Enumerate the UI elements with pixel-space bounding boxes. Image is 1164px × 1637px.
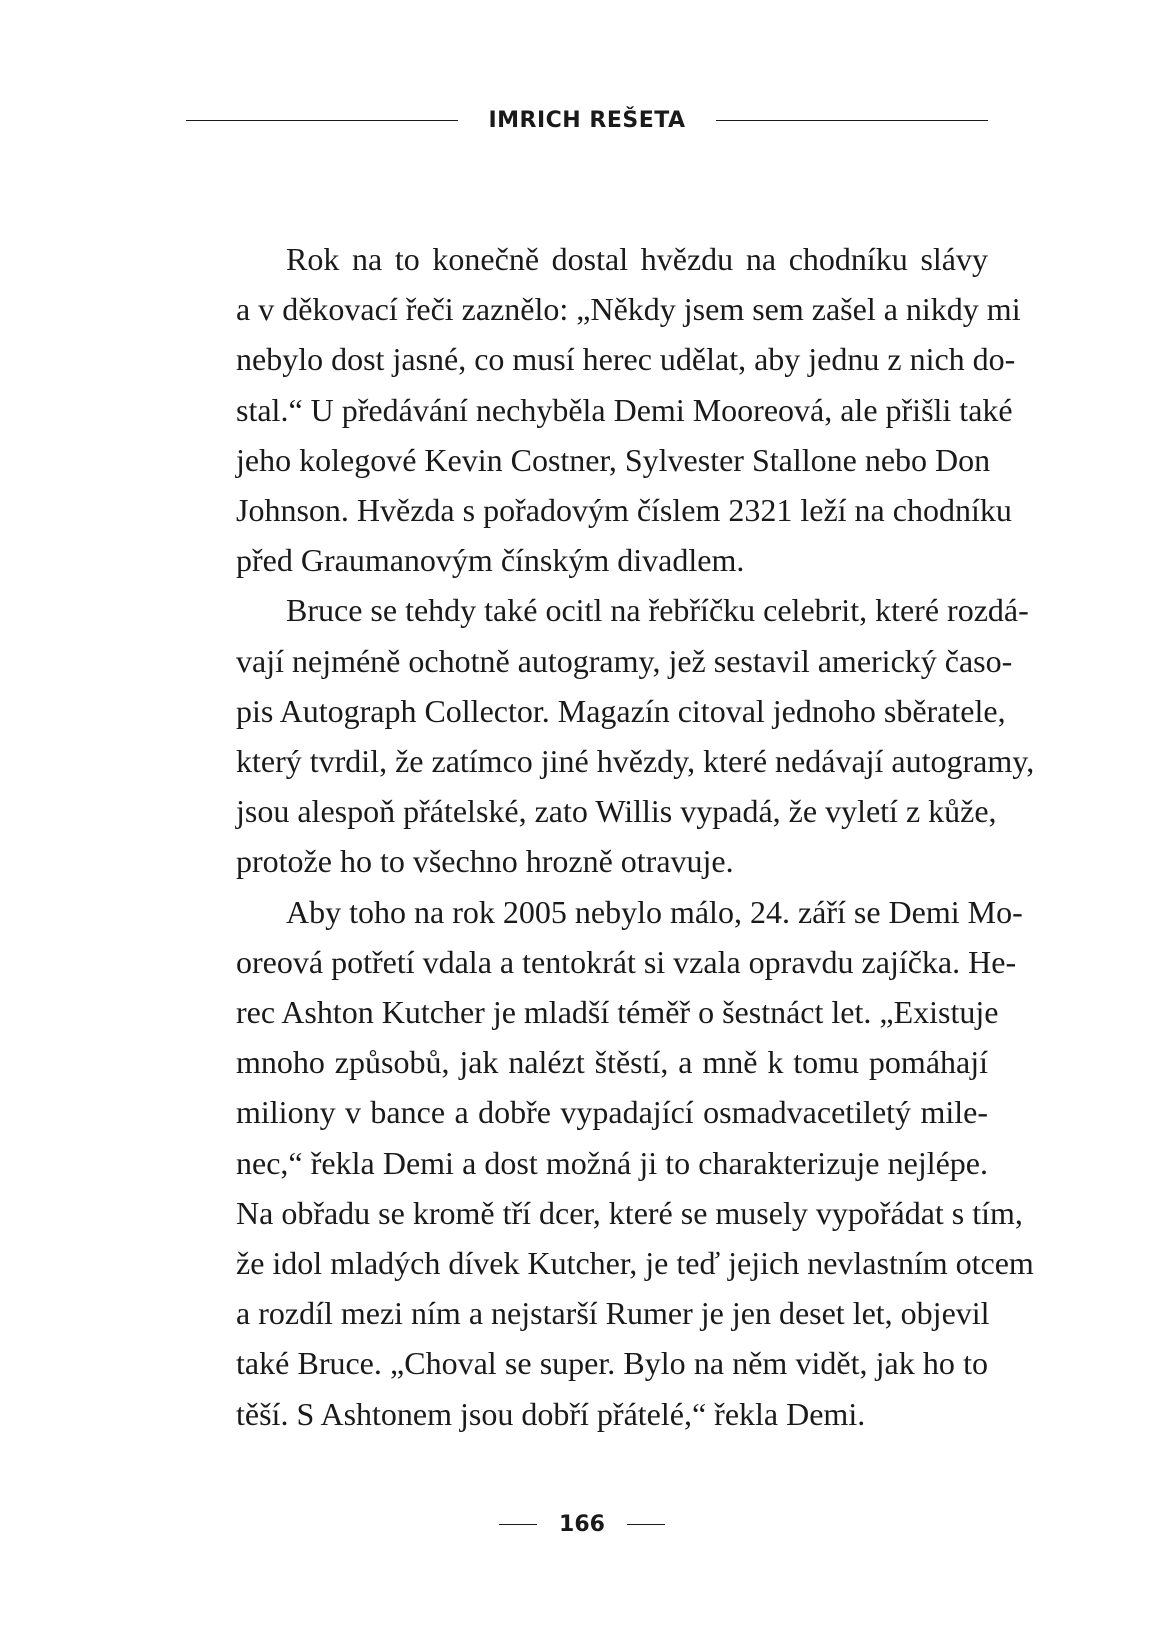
paragraph: [186, 234, 1021, 585]
page-number: 166: [559, 1511, 605, 1537]
text-line: že idol mladých dívek Kutcher, je teď jejich nevlastním otcem: [236, 1245, 1034, 1282]
text-line: nebylo dost jasné, co musí herec udělat, aby jednu z nich do-: [236, 341, 1016, 378]
running-header-title: IMRICH REŠETA: [488, 107, 686, 133]
text-line: Aby toho na rok 2005 nebylo málo, 24. září se Demi Mo-: [286, 893, 1023, 930]
text-line: jeho kolegové Kevin Costner, Sylvester Stallone nebo Don: [236, 441, 991, 478]
text-line: Na obřadu se kromě tří dcer, které se musely vypořádat s tím,: [236, 1194, 1023, 1231]
header-rule-left: [186, 120, 458, 121]
text-line: který tvrdil, že zatímco jiné hvězdy, které nedávají autogramy,: [236, 743, 1035, 780]
header-rule-right: [716, 120, 988, 121]
footer-rule-right: [627, 1524, 665, 1525]
page-footer: [0, 1506, 1164, 1542]
footer-rule-left: [499, 1524, 537, 1525]
text-line: miliony v bance a dobře vypadající osmadvacetiletý mile-: [236, 1094, 988, 1131]
text-line: Johnson. Hvězda s pořadovým číslem 2321 leží na chodníku: [236, 492, 1012, 529]
text-line: jsou alespoň přátelské, zato Willis vypadá, že vyletí z kůže,: [236, 793, 997, 830]
text-line: také Bruce. „Choval se super. Bylo na něm vidět, jak ho to: [236, 1345, 988, 1382]
body-text: [186, 234, 1035, 1439]
text-line: rec Ashton Kutcher je mladší téměř o šestnáct let. „Existuje: [236, 994, 999, 1031]
text-line: stal.“ U předávání nechyběla Demi Mooreová, ale přišli také: [236, 391, 1013, 428]
text-line: a rozdíl mezi ním a nejstarší Rumer je jen deset let, objevil: [236, 1295, 990, 1332]
text-line: a v děkovací řeči zaznělo: „Někdy jsem sem zašel a nikdy mi: [236, 291, 1021, 328]
text-line: oreová potřetí vdala a tentokrát si vzala opravdu zajíčka. He-: [236, 943, 1017, 980]
paragraph: [186, 887, 1034, 1439]
text-line: vají nejméně ochotně autogramy, jež sestavil americký časo-: [236, 642, 1013, 679]
text-line: Rok na to konečně dostal hvězdu na chodníku slávy: [286, 241, 988, 277]
text-line: protože ho to všechno hrozně otravuje.: [236, 843, 734, 880]
text-line: pis Autograph Collector. Magazín citoval jednoho sběratele,: [236, 692, 1006, 729]
text-line: nec,“ řekla Demi a dost možná ji to charakterizuje nejlépe.: [236, 1144, 988, 1181]
text-line: mnoho způsobů, jak nalézt štěstí, a mně k tomu pomáhají: [236, 1044, 988, 1081]
running-header: [186, 102, 988, 138]
text-line: Bruce se tehdy také ocitl na řebříčku celebrit, které rozdá-: [286, 592, 1029, 629]
text-line: těší. S Ashtonem jsou dobří přátelé,“ řekla Demi.: [236, 1395, 866, 1432]
paragraph: [186, 585, 1035, 886]
text-line: před Graumanovým čínským divadlem.: [236, 542, 745, 579]
